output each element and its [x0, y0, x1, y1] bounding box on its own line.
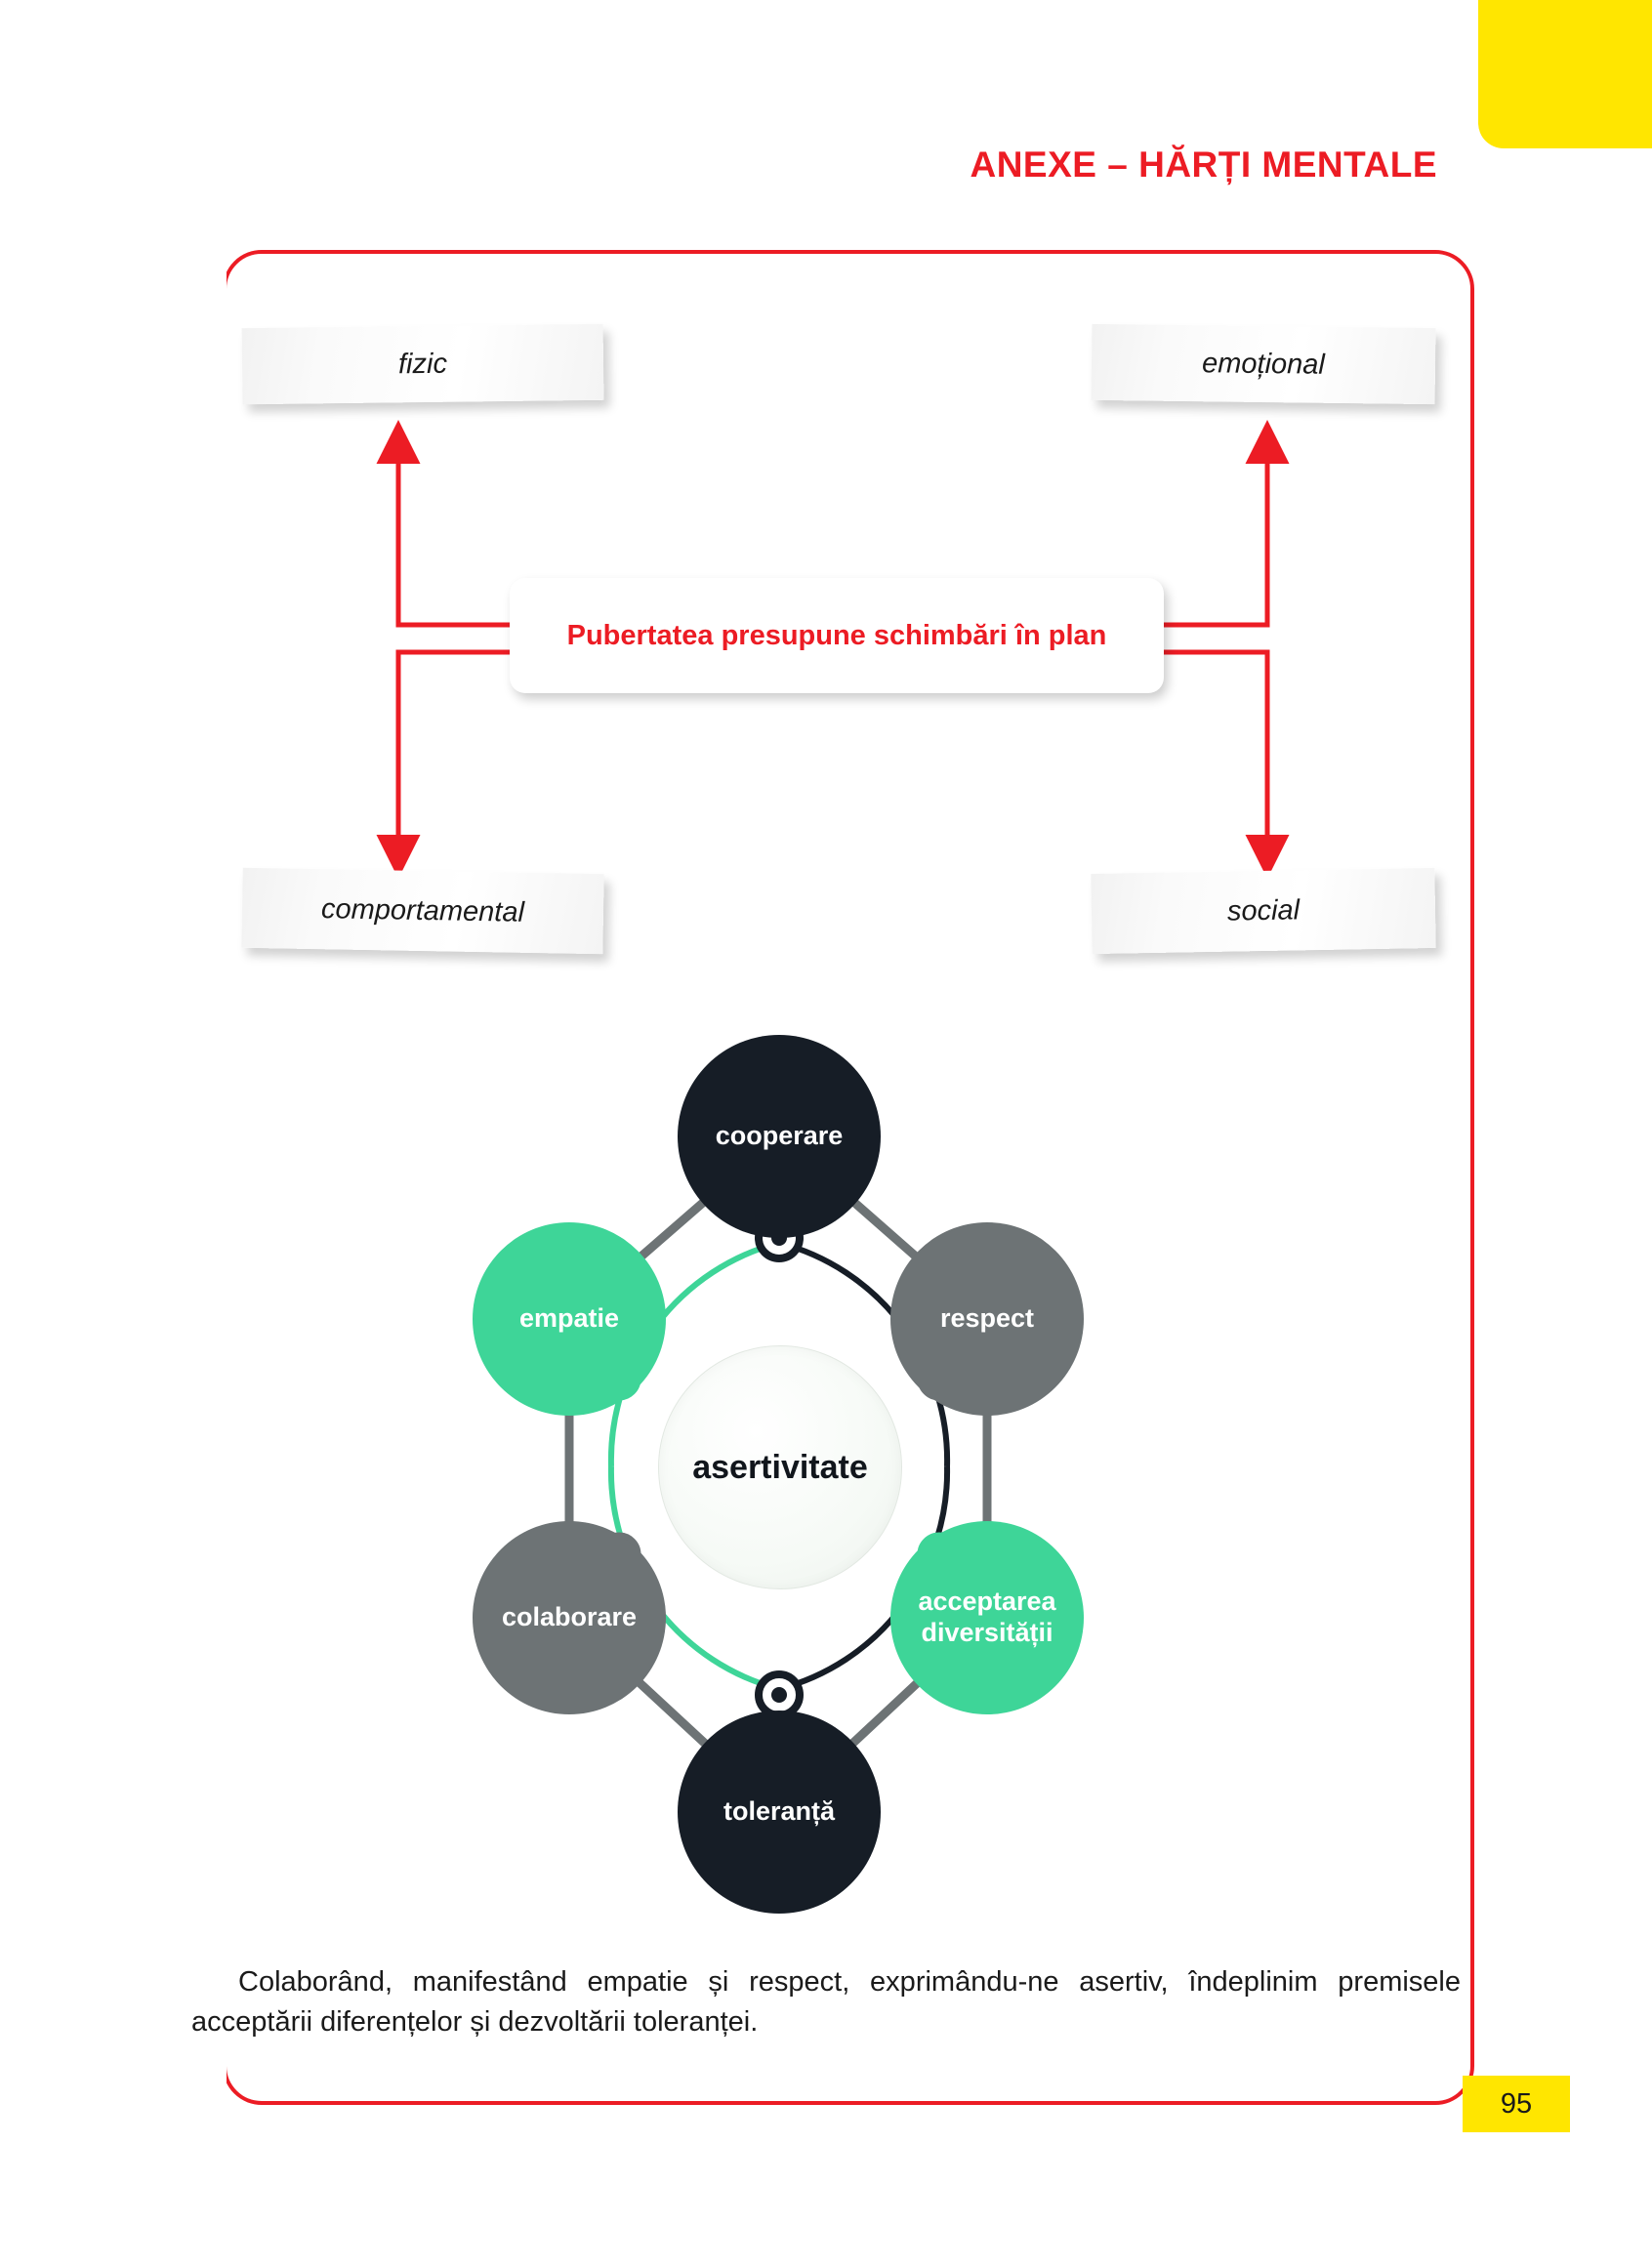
page-number-value: 95	[1500, 2087, 1533, 2120]
hex-node-respect	[890, 1222, 1084, 1416]
hex-node-label: colaborare	[501, 1602, 638, 1632]
hex-node-label: acceptarea diversității	[918, 1587, 1056, 1647]
mindmap-central-label: Pubertatea presupune schimbări în plan	[566, 619, 1107, 651]
hex-node-toleranta	[678, 1711, 881, 1914]
note-label: emoțional	[1201, 347, 1326, 381]
page-title: ANEXE – HĂRȚI MENTALE	[970, 144, 1437, 185]
caption-text: Colaborând, manifestând empatie și respect, exprimându-ne asertiv, îndeplinim premisele acceptării diferențelor și dezvoltării toleranței.	[191, 1966, 1461, 2039]
note-label: social	[1226, 893, 1301, 927]
corner-tab-decoration	[1478, 0, 1652, 148]
note-label: comportamental	[320, 892, 525, 928]
note-social	[1091, 868, 1435, 954]
hex-node-colaborare	[473, 1521, 666, 1714]
hex-node-label: toleranță	[723, 1796, 836, 1827]
hex-node-label: cooperare	[715, 1121, 844, 1151]
hex-diagram	[387, 1006, 1265, 1904]
hex-node-acceptarea-diversitatii	[890, 1521, 1084, 1714]
note-emotional	[1092, 324, 1436, 404]
frame-left-mask	[0, 246, 227, 2111]
note-comportamental	[241, 868, 603, 954]
note-label: fizic	[397, 348, 448, 380]
hex-center-node	[658, 1345, 902, 1589]
mindmap-central-box	[510, 578, 1164, 693]
caption-paragraph	[191, 1962, 1461, 2042]
hex-node-cooperare	[678, 1035, 881, 1238]
page-number	[1463, 2076, 1570, 2132]
hex-center-label: asertivitate	[692, 1448, 868, 1486]
hex-node-label: respect	[939, 1303, 1035, 1334]
hex-node-empatie	[473, 1222, 666, 1416]
hex-node-label: empatie	[518, 1303, 620, 1334]
note-fizic	[242, 324, 604, 405]
